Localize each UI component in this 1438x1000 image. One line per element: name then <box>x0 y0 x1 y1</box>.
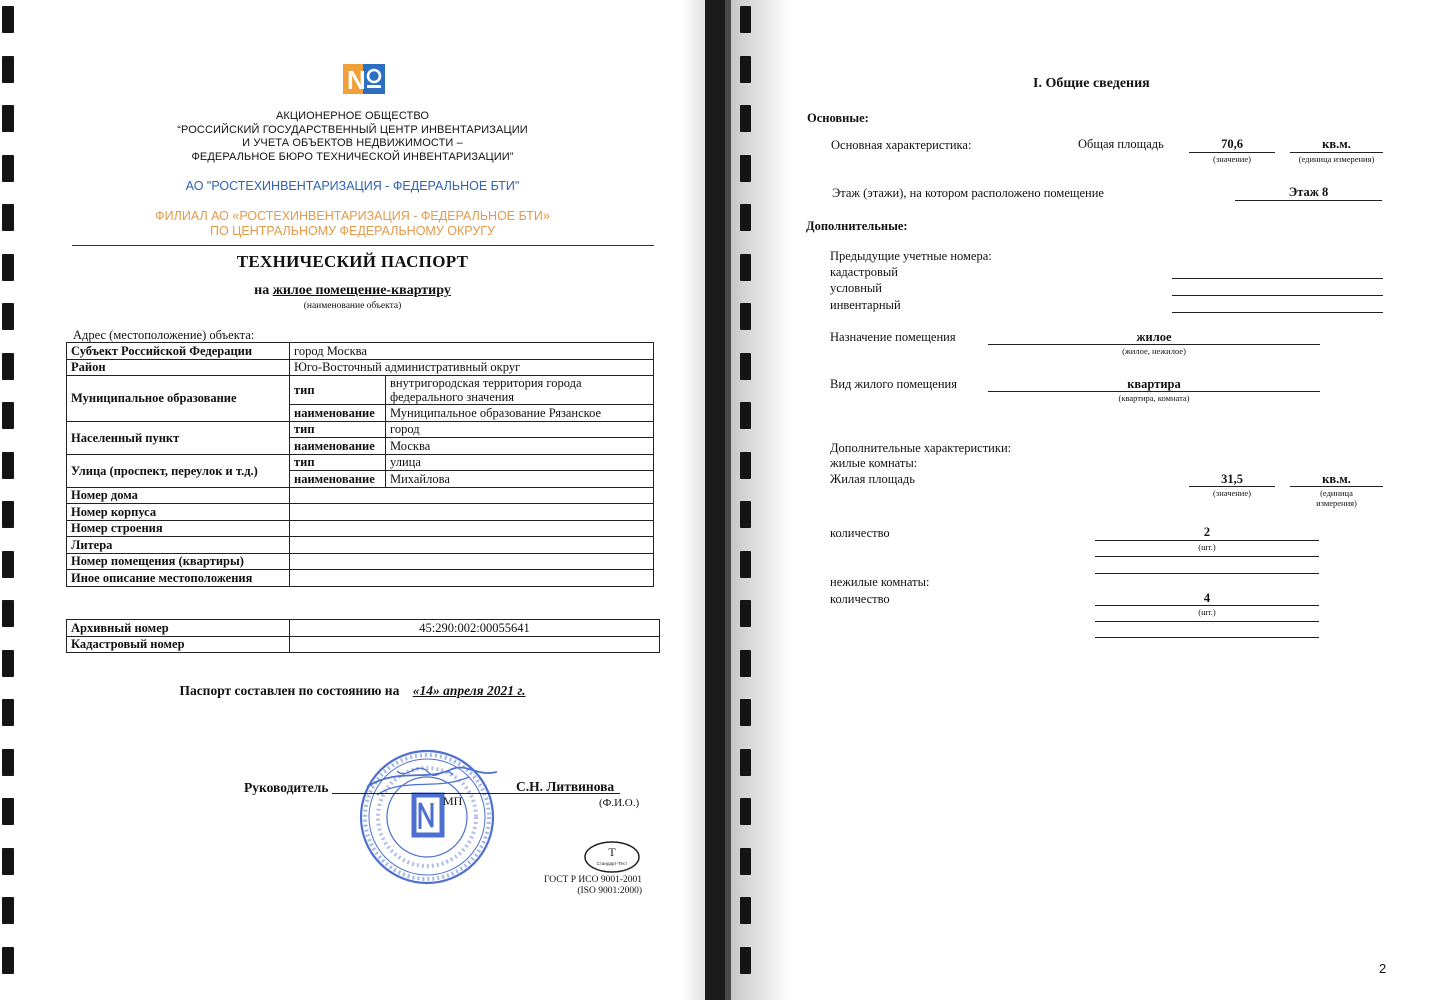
gost-line: ГОСТ Р ИСО 9001-2001 <box>543 875 642 885</box>
house-value <box>290 487 654 504</box>
table-row <box>67 553 654 570</box>
binder-hole <box>740 105 751 132</box>
table-row <box>67 421 654 438</box>
other-location-value <box>290 570 654 587</box>
right-page <box>731 0 1438 1000</box>
subject-value: город Москва <box>290 343 654 360</box>
litera-value <box>290 537 654 554</box>
settlement-type-value: город <box>386 421 654 438</box>
nonliving-rooms-label: нежилые комнаты: <box>830 575 930 589</box>
binder-hole <box>2 353 14 380</box>
kind-label: Вид жилого помещения <box>830 377 957 391</box>
binder-hole <box>740 204 751 231</box>
kind-value: квартира <box>1127 377 1181 391</box>
table-row <box>67 620 660 637</box>
floor-value: Этаж 8 <box>1288 185 1329 199</box>
binder-hole <box>2 600 14 627</box>
gost-line: (ISO 9001:2000) <box>577 886 642 896</box>
subtitle-prefix: на <box>254 283 270 298</box>
nonliving-count-value: 4 <box>1203 591 1211 605</box>
total-area-unit: кв.м. <box>1322 137 1351 151</box>
document-title: ТЕХНИЧЕСКИЙ ПАСПОРТ <box>236 252 469 271</box>
binder-hole <box>2 848 14 875</box>
table-row <box>67 454 654 471</box>
org-line: И УЧЕТА ОБЪЕКТОВ НЕДВИЖИМОСТИ – <box>242 137 463 149</box>
building-value <box>290 504 654 521</box>
municipal-name-value: Муниципальное образование Рязанское <box>386 405 654 422</box>
org-line: “РОССИЙСКИЙ ГОСУДАРСТВЕННЫЙ ЦЕНТР ИНВЕНТАРИЗАЦИИ <box>177 123 528 136</box>
binder-hole <box>740 155 751 182</box>
address-heading: Адрес (местоположение) объекта: <box>73 328 255 342</box>
archive-number-value: 45:290:002:00055641 <box>290 620 660 637</box>
pcs-caption: (шт.) <box>1198 542 1216 552</box>
street-name-label: наименование <box>290 471 386 488</box>
address-table <box>66 342 654 587</box>
table-row <box>67 487 654 504</box>
table-row <box>67 570 654 587</box>
living-count-label: количество <box>830 526 890 540</box>
purpose-caption: (жилое, нежилое) <box>1122 346 1186 356</box>
living-count-value: 2 <box>1203 525 1211 539</box>
binder-hole <box>2 749 14 776</box>
binder-hole <box>740 56 751 83</box>
binder-hole <box>740 600 751 627</box>
left-page <box>0 0 705 1000</box>
table-row <box>67 537 654 554</box>
table-row <box>67 520 654 537</box>
pcs-caption: (шт.) <box>1198 607 1216 617</box>
living-area-value: 31,5 <box>1221 472 1243 486</box>
binder-hole <box>2 798 14 825</box>
value-caption: (значение) <box>1213 488 1251 498</box>
building-label: Номер корпуса <box>67 504 290 521</box>
unit-caption: (единица измерения) <box>1298 154 1375 164</box>
table-row <box>67 376 654 405</box>
binder-hole <box>740 353 751 380</box>
org-line: АКЦИОНЕРНОЕ ОБЩЕСТВО <box>275 110 430 122</box>
cadastral-number-label: Кадастровый номер <box>67 636 290 653</box>
total-area-value: 70,6 <box>1221 137 1243 151</box>
binder-hole <box>2 551 14 578</box>
binder-hole <box>740 551 751 578</box>
binder-hole <box>740 749 751 776</box>
cadastral-number-value <box>290 636 660 653</box>
total-area-label: Общая площадь <box>1078 137 1164 151</box>
table-row <box>67 504 654 521</box>
binder-hole <box>2 6 14 33</box>
document-subtitle <box>0 283 705 299</box>
binder-hole <box>740 452 751 479</box>
floor-label: Этаж (этажи), на котором расположено помещение <box>832 186 1104 200</box>
value-caption: (значение) <box>1213 154 1251 164</box>
other-location-label: Иное описание местоположения <box>67 570 290 587</box>
org-line: ФЕДЕРАЛЬНОЕ БЮРО ТЕХНИЧЕСКОЙ ИНВЕНТАРИЗАЦИИ” <box>191 150 514 163</box>
branch-line: ФИЛИАЛ АО «РОСТЕХИНВЕНТАРИЗАЦИЯ - ФЕДЕРАЛЬНОЕ БТИ» <box>155 209 550 223</box>
signature-role: Руководитель <box>244 780 329 795</box>
previous-numbers-label: Предыдущие учетные номера: <box>830 249 992 263</box>
signatory-caption: (Ф.И.О.) <box>599 797 640 809</box>
extra-label: Дополнительные характеристики: <box>830 441 1012 455</box>
binder-hole <box>2 897 14 924</box>
previous-inventory-label: инвентарный <box>830 298 901 312</box>
district-value: Юго-Восточный административный округ <box>290 359 654 376</box>
binder-hole <box>2 699 14 726</box>
binder-hole <box>740 303 751 330</box>
purpose-label: Назначение помещения <box>830 330 956 344</box>
street-type-label: тип <box>290 454 386 471</box>
settlement-type-label: тип <box>290 421 386 438</box>
settlement-name-value: Москва <box>386 438 654 455</box>
header-divider <box>72 245 654 246</box>
table-row <box>67 343 654 360</box>
company-logo <box>343 64 385 94</box>
archive-number-label: Архивный номер <box>67 620 290 637</box>
binder-hole <box>740 897 751 924</box>
binder-hole <box>740 798 751 825</box>
svg-text:T: T <box>608 845 616 859</box>
signatory-name: С.Н. Литвинова <box>516 779 615 794</box>
certification-mark <box>583 840 641 874</box>
subtitle-object: жилое помещение-квартиру <box>272 283 451 298</box>
table-row <box>67 636 660 653</box>
unit-caption-line: (единица <box>1320 488 1353 498</box>
round-seal-stamp <box>357 747 497 887</box>
street-type-value: улица <box>386 454 654 471</box>
structure-label: Номер строения <box>67 520 290 537</box>
additional-heading: Дополнительные: <box>806 219 908 233</box>
binder-hole <box>740 699 751 726</box>
previous-cadastral-label: кадастровый <box>830 265 898 279</box>
passport-date <box>0 683 705 699</box>
passport-date-value: «14» апреля 2021 г. <box>412 683 526 698</box>
org-full-name <box>0 110 705 164</box>
archive-table <box>66 619 660 653</box>
binding-gutter <box>705 0 731 1000</box>
binder-hole <box>740 6 751 33</box>
municipal-type-label: тип <box>290 376 386 405</box>
table-row <box>67 359 654 376</box>
unit-caption-line: измерения) <box>1316 498 1357 508</box>
binder-hole <box>740 947 751 974</box>
binder-hole <box>740 650 751 677</box>
district-label: Район <box>67 359 290 376</box>
unit-caption-multiline <box>1290 488 1383 508</box>
subtitle-caption: (наименование объекта) <box>303 301 402 311</box>
binder-hole <box>2 452 14 479</box>
house-label: Номер дома <box>67 487 290 504</box>
settlement-label: Населенный пункт <box>67 421 290 454</box>
street-label: Улица (проспект, переулок и т.д.) <box>67 454 290 487</box>
binder-hole <box>2 650 14 677</box>
nonliving-count-label: количество <box>830 592 890 606</box>
main-heading: Основные: <box>807 111 869 125</box>
living-rooms-label: жилые комнаты: <box>830 456 918 470</box>
page-number: 2 <box>1379 961 1387 976</box>
binder-hole <box>2 947 14 974</box>
municipal-name-label: наименование <box>290 405 386 422</box>
municipal-type-value: внутригородская территория города федерального значения <box>386 376 654 405</box>
cert-mark-text: Стандарт-Тест <box>596 861 628 866</box>
structure-value <box>290 520 654 537</box>
binder-hole <box>740 254 751 281</box>
apartment-value <box>290 553 654 570</box>
gost-standard <box>520 875 642 897</box>
purpose-value: жилое <box>1136 330 1172 344</box>
previous-conditional-label: условный <box>830 281 882 295</box>
living-area-label: Жилая площадь <box>830 472 915 486</box>
binder-hole <box>740 848 751 875</box>
org-short-name: АО "РОСТЕХИНВЕНТАРИЗАЦИЯ - ФЕДЕРАЛЬНОЕ БТИ" <box>185 179 520 193</box>
kind-caption: (квартира, комната) <box>1118 393 1190 403</box>
settlement-name-label: наименование <box>290 438 386 455</box>
binder-hole <box>2 501 14 528</box>
apartment-label: Номер помещения (квартиры) <box>67 553 290 570</box>
subject-label: Субъект Российской Федерации <box>67 343 290 360</box>
street-name-value: Михайлова <box>386 471 654 488</box>
section-title: I. Общие сведения <box>1033 76 1150 91</box>
stamp-place-mark: МП <box>443 794 463 808</box>
living-area-unit: кв.м. <box>1322 472 1351 486</box>
branch-line: ПО ЦЕНТРАЛЬНОМУ ФЕДЕРАЛЬНОМУ ОКРУГУ <box>210 224 495 238</box>
main-characteristic-label: Основная характеристика: <box>831 138 972 152</box>
litera-label: Литера <box>67 537 290 554</box>
svg-text:N: N <box>347 65 366 94</box>
passport-date-label: Паспорт составлен по состоянию на <box>179 683 400 698</box>
binder-hole <box>740 402 751 429</box>
binder-hole <box>2 402 14 429</box>
binder-hole <box>740 501 751 528</box>
branch-name <box>0 209 705 239</box>
municipal-label: Муниципальное образование <box>67 376 290 422</box>
binder-hole <box>2 56 14 83</box>
